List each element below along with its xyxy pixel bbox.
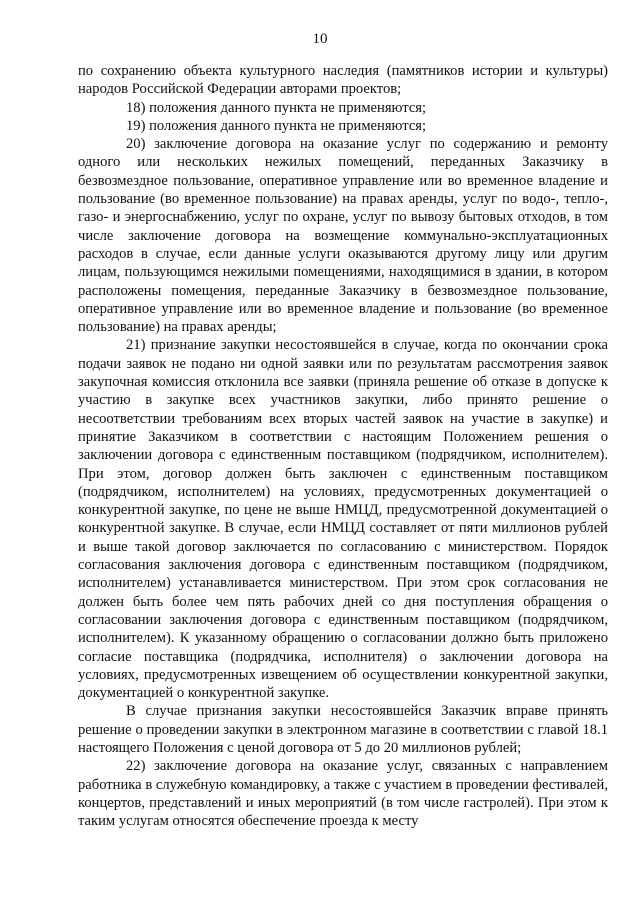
paragraph-continuation: по сохранению объекта культурного наследия (памятников истории и культуры) народов Российской Федерации авторами проектов; [78,63,608,98]
paragraph-item-19: 19) положения данного пункта не применяются; [126,117,427,134]
paragraph-item-21-note: В случае признания закупки несостоявшейся Заказчик вправе принять решение о проведении закупки в электронном магазине в соответствии с главой 18.1 настоящего Положения с ценой договора от 5 до 20 миллионов рублей; [78,703,608,756]
page-number: 10 [312,31,328,47]
document-body [78,62,608,830]
paragraph-item-21: 21) признание закупки несостоявшейся в случае, когда по окончании срока подачи заявок не подано ни одной заявки или по результатам рассмотрения заявок закупочная комиссия отклонила все заявки (приняла решение об отказе в допуске к участию в закупке всех участников закупки, либо принято решение о несоответствии требованиям всех вторых частей заявок на участие в закупке) и принятие Заказчиком в соответствии с настоящим Положением решения о заключении договора с единственным поставщиком (подрядчиком, исполнителем). При этом, договор должен быть заключен с единственным поставщиком (подрядчиком, исполнителем) на условиях, предусмотренных документацией о конкурентной закупке, по цене не выше НМЦД, предусмотренной документацией о конкурентной закупке. В случае, если НМЦД составляет от пяти миллионов рублей и выше такой договор заключается по согласованию с министерством. Порядок согласования заключения договора с единственным поставщиком (подрядчиком, исполнителем) устанавливается министерством. При этом срок согласования не должен быть более чем пять рабочих дней со дня поступления обращения о согласовании заключения договора с единственным поставщиком (подрядчиком, исполнителем). К указанному обращению о согласовании должно быть приложено согласие поставщика (подрядчика, исполнителя) о заключении договора на условиях, предусмотренных извещением об осуществлении конкурентной закупки, документацией о конкурентной закупке. [78,337,608,702]
paragraph-item-22: 22) заключение договора на оказание услуг, связанных с направлением работника в служебную командировку, а также с участием в проведении фестивалей, концертов, представлений и иных мероприятий (в том числе гастролей). При этом к таким услугам относятся обеспечение проезда к месту [78,758,608,830]
paragraph-item-20: 20) заключение договора на оказание услуг по содержанию и ремонту одного или нескольких нежилых помещений, переданных Заказчику в безвозмездное пользование, оперативное управление или во временное владение и пользование (во временное пользование) на правах аренды, услуг по водо-, тепло-, газо- и энергоснабжению, услуг по охране, услуг по вывозу бытовых отходов, в том числе заключение договора на возмещение коммунально-эксплуатационных расходов в случае, если данные услуги оказываются другому лицу или другим лицам, пользующимся нежилыми помещениями, находящимися в здании, в котором расположены помещения, переданные Заказчику в безвозмездное пользование, оперативное управление или во временное владение и пользование (во временное пользование) на правах аренды; [78,136,608,336]
paragraph-item-18: 18) положения данного пункта не применяются; [126,99,427,116]
